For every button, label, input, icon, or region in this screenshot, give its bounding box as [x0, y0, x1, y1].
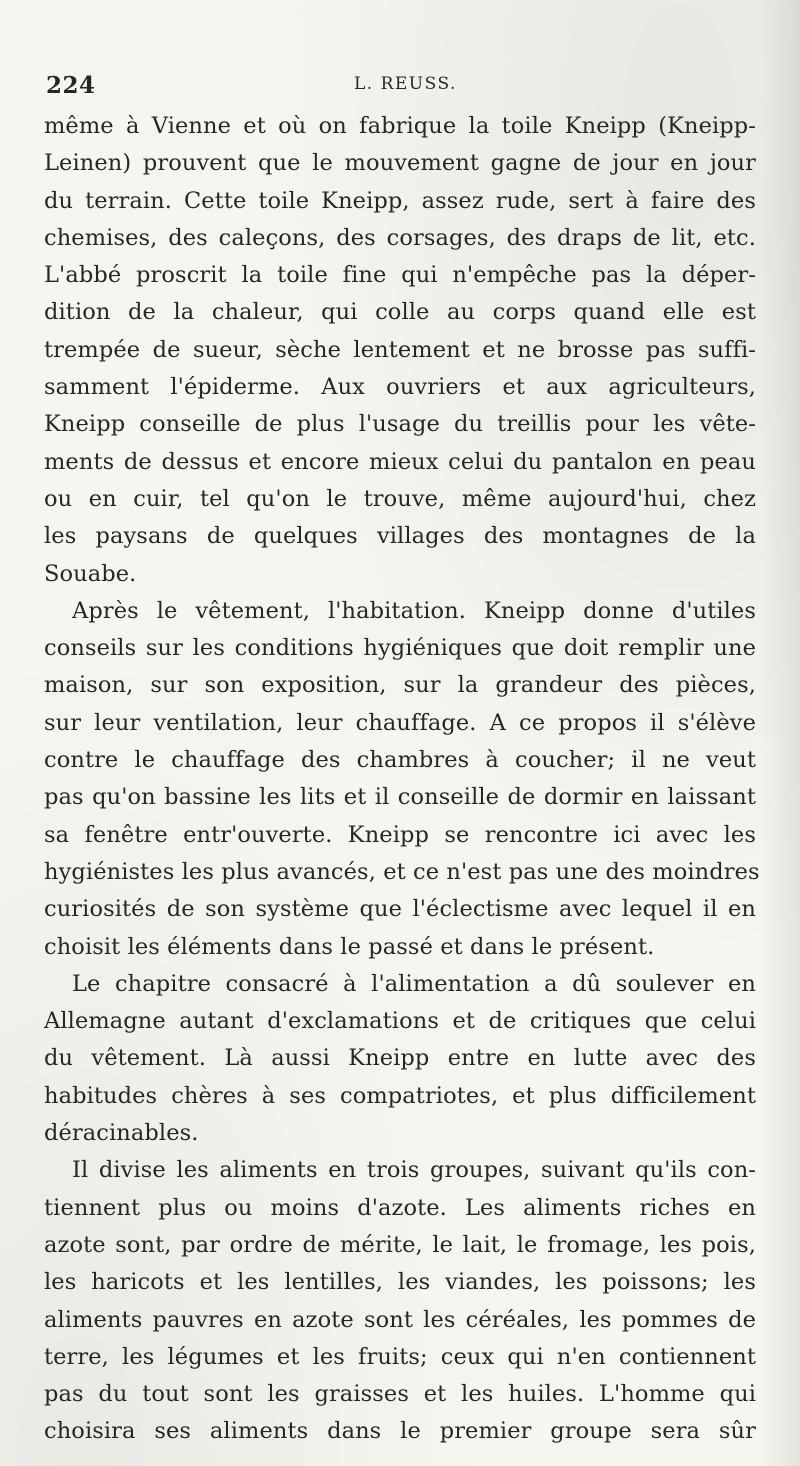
- text-line: les paysans de quelques villages des montagnes de la: [44, 523, 756, 550]
- paragraph-start-line: Après le vêtement, l'habitation. Kneipp donne d'utiles: [72, 597, 756, 624]
- text-line: les haricots et les lentilles, les viandes, les poissons; les: [44, 1269, 756, 1296]
- text-line: azote sont, par ordre de mérite, le lait, le fromage, les pois,: [44, 1231, 756, 1258]
- text-line: trempée de sueur, sèche lentement et ne brosse pas suffi-: [44, 336, 756, 363]
- scan-shadow: [760, 0, 800, 1466]
- page-number: 224: [46, 72, 96, 99]
- text-line: curiosités de son système que l'éclectisme avec lequel il en: [44, 896, 756, 923]
- paragraph-start-line: Le chapitre consacré à l'alimentation a dû soulever en: [72, 970, 756, 997]
- text-line: même à Vienne et où on fabrique la toile Kneipp (Kneipp-: [44, 113, 756, 139]
- text-line: chemises, des caleçons, des corsages, des draps de lit, etc.: [44, 224, 756, 251]
- text-line: Kneipp conseille de plus l'usage du treillis pour les vête-: [44, 411, 756, 438]
- paragraph-end-line: choisit les éléments dans le passé et dans le présent.: [44, 933, 655, 960]
- text-line: Leinen) prouvent que le mouvement gagne de jour en jour: [44, 150, 756, 177]
- text-line: tiennent plus ou moins d'azote. Les aliments riches en: [44, 1194, 756, 1221]
- text-line: sur leur ventilation, leur chauffage. A ce propos il s'élève: [44, 709, 756, 736]
- text-line: du vêtement. Là aussi Kneipp entre en lutte avec des: [44, 1045, 756, 1072]
- text-line: choisira ses aliments dans le premier groupe sera sûr: [44, 1418, 756, 1445]
- text-line: habitudes chères à ses compatriotes, et plus difficilement: [44, 1082, 756, 1109]
- paragraph-start-line: Il divise les aliments en trois groupes, suivant qu'ils con-: [72, 1157, 756, 1184]
- text-line: terre, les légumes et les fruits; ceux qui n'en contiennent: [44, 1343, 756, 1370]
- page-header: [44, 66, 756, 106]
- text-line: pas qu'on bassine les lits et il conseille de dormir en laissant: [44, 784, 756, 811]
- text-line: ou en cuir, tel qu'on le trouve, même aujourd'hui, chez: [44, 485, 756, 512]
- text-line: L'abbé proscrit la toile fine qui n'empêche pas la déper-: [44, 262, 756, 289]
- text-line: du terrain. Cette toile Kneipp, assez rude, sert à faire des: [44, 187, 756, 214]
- text-line: dition de la chaleur, qui colle au corps quand elle est: [44, 299, 756, 326]
- text-line: conseils sur les conditions hygiéniques que doit remplir une: [44, 635, 756, 662]
- paragraph-end-line: Souabe.: [44, 560, 137, 587]
- paragraph-end-line: déracinables.: [44, 1120, 199, 1147]
- text-line: Allemagne autant d'exclamations et de critiques que celui: [44, 1008, 756, 1035]
- text-line: maison, sur son exposition, sur la grandeur des pièces,: [44, 672, 756, 699]
- text-line: aliments pauvres en azote sont les céréales, les pommes de: [44, 1306, 756, 1333]
- body-text: [44, 108, 760, 1451]
- running-head: L. REUSS.: [354, 74, 457, 94]
- text-line: pas du tout sont les graisses et les huiles. L'homme qui: [44, 1381, 756, 1408]
- text-line: samment l'épiderme. Aux ouvriers et aux agriculteurs,: [44, 374, 756, 401]
- text-line: hygiénistes les plus avancés, et ce n'est pas une des moindres: [44, 858, 760, 885]
- text-line: ments de dessus et encore mieux celui du pantalon en peau: [44, 448, 756, 475]
- text-line: sa fenêtre entr'ouverte. Kneipp se rencontre ici avec les: [44, 821, 756, 848]
- text-line: contre le chauffage des chambres à coucher; il ne veut: [44, 747, 756, 774]
